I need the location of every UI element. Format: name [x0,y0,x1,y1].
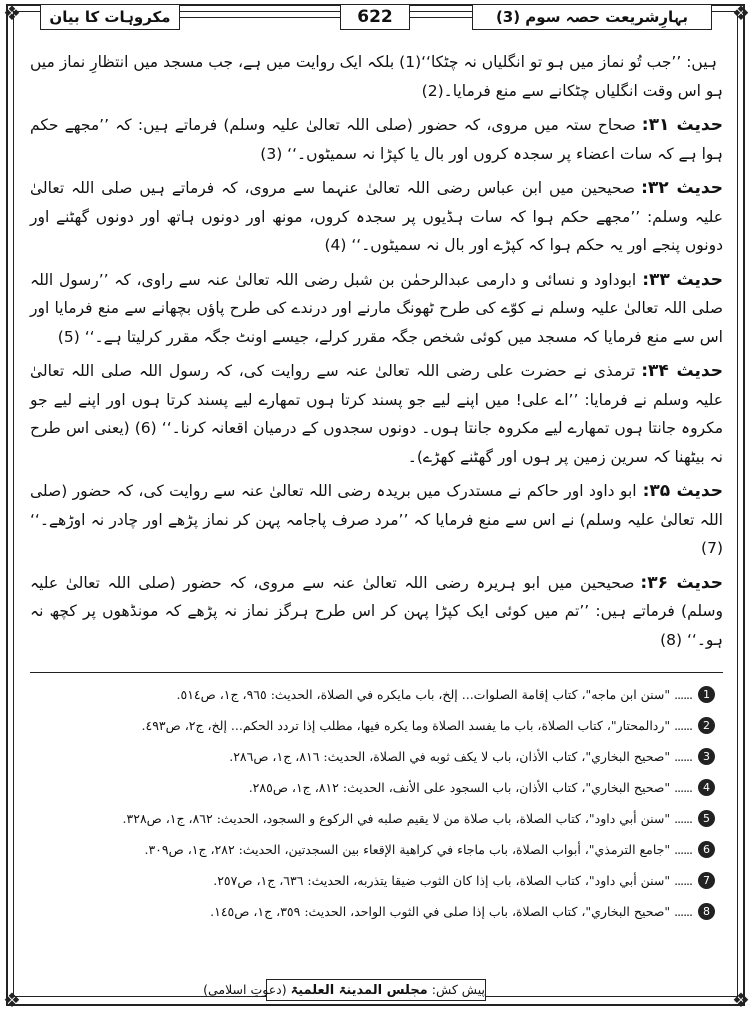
page-header [40,4,712,32]
footer-suffix: (دعوتِ اسلامی) [203,982,287,997]
footnote-text: "سنن أبي داود"، كتاب الصلاة، باب إذا كان الثوب ضيقا يتذربه، الحديث: ٦٣٦، ج١، ص٢٥٧. [213,873,671,888]
paragraph-text: ابوداود و نسائی و دارمی عبدالرحمٰن بن شبل رضی اللہ تعالیٰ عنہ سے راوی، کہ ’’رسول اللہ صلی اللہ تعالیٰ علیہ وسلم نے کوّے کی طرح ٹھونگ مارنے اور درندے کی طرح پاؤں بچھانے سے منع فرمایا اور اس سے منع فرمایا کہ مسجد میں کوئی شخص جگہ مقرر کرلے، جیسے اونٹ جگہ مقرر کرلیتا ہے۔‘‘ (5) [30,270,723,346]
footnote-item [55,865,715,896]
footnote-item [55,803,715,834]
footnote-leader: ...... [674,811,692,826]
hadith-label: حدیث ۳۴: [641,361,724,381]
hadith-label: حدیث ۳۳: [642,269,723,290]
paragraph-text: صحیحین میں ابو ہریرہ رضی اللہ تعالیٰ عنہ سے مروی، کہ حضور (صلی اللہ تعالیٰ علیہ وسلم) فرماتے ہیں: ’’تم میں کوئی ایک کپڑا پہن کر اس طرح ہرگز نماز نہ پڑھے کہ مونڈھوں پر کچھ نہ ہو۔‘‘ (8) [30,573,723,649]
footnote-text: "ردالمحتار"، كتاب الصلاة، باب ما يفسد الصلاة وما يكره فيها، مطلب إذا تردد الحكم... إلخ، ج٢، ص٤٩٣. [141,718,671,733]
hadith-label: حدیث ۳۲: [641,178,723,198]
footnote-number: 6 [698,841,715,858]
footnote-leader: ...... [674,718,692,733]
footnote-text: "سنن أبي داود"، كتاب الصلاة، باب صلاة من لا يقيم صلبه في الركوع و السجود، الحديث: ٨٦٢، ج١، ص٣٢٨. [122,811,671,826]
footnote-item [55,741,715,772]
footnote-number: 1 [698,686,715,703]
hadith-label: حدیث ۳۶: [640,572,723,593]
footnote-text: "صحيح البخاري"، كتاب الأذان، باب لا يكف ثوبه في الصلاة، الحديث: ٨١٦، ج١، ص٢٨٦. [229,749,671,764]
publisher-name: مجلس المدینۃ العلمیۃ [290,983,428,998]
header-divider [180,17,340,18]
footer-prefix: پیش کش: [431,982,485,997]
footnote-item [55,834,715,865]
footnote-leader: ...... [674,904,692,919]
footnote-item [55,896,715,927]
footnote-item [55,710,715,741]
footnote-separator [30,672,723,673]
paragraph-text: ہیں: ’’جب تُو نماز میں ہو تو انگلیاں نہ چٹکا‘‘(1) بلکہ ایک روایت میں ہے، جب مسجد میں انتظارِ نماز میں ہو اس وقت انگلیاں چٹکانے سے منع فرمایا۔(2) [30,53,723,100]
corner-ornament-icon: ❖ [3,988,21,1012]
hadith-label: حدیث ۳۱: [641,115,723,135]
hadith-label: حدیث ۳۵: [642,481,723,501]
paragraph [30,569,723,655]
footnote-leader: ...... [674,842,692,857]
footnote-item [55,679,715,710]
paragraph [30,48,723,105]
footnote-number: 4 [698,779,715,796]
footnote-number: 8 [698,903,715,920]
paragraph [30,174,723,260]
corner-ornament-icon: ❖ [3,1,21,25]
footnote-number: 7 [698,872,715,889]
footnotes [55,679,715,927]
footnote-leader: ...... [674,780,692,795]
header-divider [410,17,472,18]
paragraph [30,266,723,352]
footnote-text: "صحيح البخاري"، كتاب الصلاة، باب إذا صلى في الثوب الواحد، الحديث: ٣٥٩، ج١، ص١٤٥. [210,904,671,919]
footnote-number: 3 [698,748,715,765]
paragraph-text: ترمذی نے حضرت علی رضی اللہ تعالیٰ عنہ سے روایت کی، کہ رسول اللہ صلی اللہ تعالیٰ علیہ وسلم نے فرمایا: ’’اے علی! میں اپنے لیے جو پسند کرتا ہوں تمھارے لیے پسند کرتا ہوں اور اپنے لیے جو مکروہ جانتا ہوں تمھارے لیے مکروہ جانتا ہوں۔ دونوں سجدوں کے درمیان اقعانہ کرنا۔‘‘ (6) (یعنی اس طرح نہ بیٹھنا کہ سرین زمین پر ہوں اور گھٹنے کھڑے)۔ [30,362,724,466]
paragraph [30,357,723,471]
paragraph [30,477,723,563]
paragraph-text: صحیحین میں ابن عباس رضی اللہ تعالیٰ عنہما سے مروی، کہ فرماتے ہیں صلی اللہ تعالیٰ علیہ وسلم: ’’مجھے حکم ہوا کہ سات ہڈیوں پر سجدہ کروں، مونھ اور دونوں ہاتھ اور دونوں گھٹنے اور دونوں پنجے اور یہ حکم ہوا کہ کپڑے اور بال نہ سمیٹوں۔‘‘ (4) [30,179,723,254]
footnote-text: "صحيح البخاري"، كتاب الأذان، باب السجود على الأنف، الحديث: ٨١٢، ج١، ص٢٨٥. [248,780,671,795]
paragraph-text: ابو داود اور حاکم نے مستدرک میں بریدہ رضی اللہ تعالیٰ عنہ سے روایت کی، کہ حضور (صلی اللہ تعالیٰ علیہ وسلم) نے اس سے منع فرمایا کہ ’’مرد صرف پاجامہ پہن کر نماز پڑھے اور چادر نہ اوڑھے۔‘‘ (7) [30,482,723,557]
footnote-leader: ...... [674,687,692,702]
footnote-leader: ...... [674,749,692,764]
corner-ornament-icon: ❖ [732,988,750,1012]
page-number: 622 [340,4,410,30]
footnote-number: 5 [698,810,715,827]
footnote-text: "سنن ابن ماجه"، كتاب إقامة الصلوات... إلخ، باب مايكره في الصلاة، الحديث: ٩٦٥، ج١، ص٥١٤. [176,687,671,702]
footnote-text: "جامع الترمذي"، أبواب الصلاة، باب ماجاء في كراهية الإقعاء بين السجدتين، الحديث: ٢٨٢، ج١، ص٣٠٩. [144,842,671,857]
corner-ornament-icon: ❖ [732,1,750,25]
page-footer [203,979,486,1001]
book-title: بہارِشریعت حصہ سوم (3) [472,4,712,30]
chapter-title: مکروہات کا بیان [40,4,180,30]
main-text [30,48,723,660]
footnote-number: 2 [698,717,715,734]
footnote-leader: ...... [674,873,692,888]
paragraph-text: صحاح ستہ میں مروی، کہ حضور (صلی اللہ تعالیٰ علیہ وسلم) فرماتے ہیں: کہ ’’مجھے حکم ہوا ہے کہ سات اعضاء پر سجدہ کروں اور بال یا کپڑا نہ سمیٹوں۔‘‘ (3) [30,116,723,163]
paragraph [30,111,723,168]
footnote-item [55,772,715,803]
